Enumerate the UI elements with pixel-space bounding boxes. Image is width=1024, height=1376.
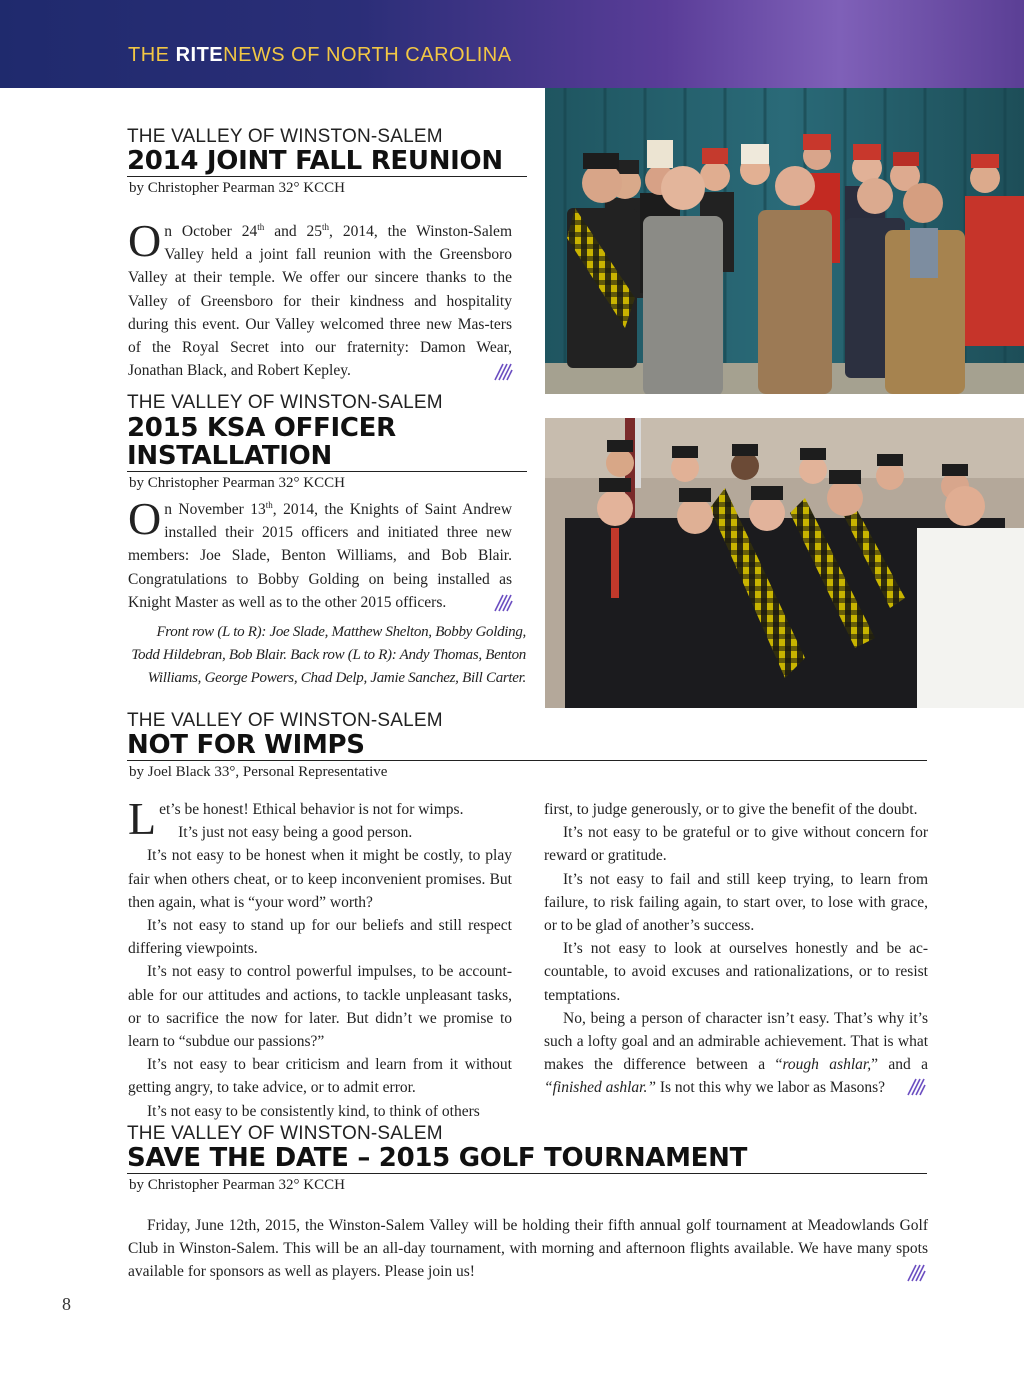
golf-body: Friday, June 12th, 2015, the Winston-Salem Valley will be holding their fifth annual golf tournament at Meadowlands Golf Club in Winston-Salem. This will be an all-day tournament, with morning and afternoon flights available. We have many spots available for sponsors as well as players. Please join us! xyxy=(128,1217,928,1281)
ksa-officers-photo xyxy=(545,418,1024,708)
reunion-kicker: THE VALLEY OF WINSTON-SALEM xyxy=(127,126,443,147)
ksa-photo-caption: Front row (L to R): Joe Slade, Matthew Shelton, Bobby Golding, Todd Hildebran, Bob Blair. Back row (L to R): Andy Thomas, Benton Williams, George Powers, Chad Delp, Jamie Sanchez, Bill Carter. xyxy=(131,624,526,687)
ksa-kicker: THE VALLEY OF WINSTON-SALEM xyxy=(127,392,443,413)
wimps-rule xyxy=(127,760,927,761)
ksa-headline-line1: 2015 KSA OFFICER xyxy=(127,413,396,443)
golf-kicker: THE VALLEY OF WINSTON-SALEM xyxy=(127,1123,443,1144)
end-of-article-icon xyxy=(906,1078,926,1096)
golf-headline: SAVE THE DATE – 2015 GOLF TOURNAMENT xyxy=(127,1143,748,1173)
end-of-article-icon xyxy=(493,594,513,612)
page-number: 8 xyxy=(62,1294,71,1314)
wimps-dropcap: L xyxy=(128,793,157,844)
end-of-article-icon xyxy=(493,363,513,381)
ksa-byline: by Christopher Pearman 32° KCCH xyxy=(129,475,345,491)
ksa-body: On November 13th, 2014, the Knights of Saint Andrew installed their 2015 officers and initiated three new members: Joe Slade, Benton Williams, and Bob Blair. Congratulations to Bobby Golding on being installed as Knight Master as well as to the other 2015 officers. xyxy=(128,493,513,611)
reunion-headline: 2014 JOINT FALL REUNION xyxy=(127,146,503,176)
end-of-article-icon xyxy=(906,1264,926,1282)
golf-byline: by Christopher Pearman 32° KCCH xyxy=(129,1177,345,1193)
wimps-column-2: first, to judge generously, or to give the benefit of the doubt. It’s not easy to be grateful or to give without concern for reward or gratitude. It’s not easy to fail and still keep trying, to learn from failure, to risk failing again, to start over, to lose with grace, or to be glad of another’s success. It’s not easy to look at ourselves honestly and be ac-countable, to avoid excuses and rationalizations, or to resist temptations. No, being a person of character isn’t easy. That’s why it’s such a lofty goal and an admirable achievement. That is what makes the difference between a “rough ashlar,” and a “finished ashlar.” Is not this why we labor as Masons? xyxy=(544,801,929,1097)
wimps-kicker: THE VALLEY OF WINSTON-SALEM xyxy=(127,710,443,731)
reunion-group-photo xyxy=(545,88,1024,394)
reunion-dropcap: O xyxy=(128,215,162,266)
wimps-headline: NOT FOR WIMPS xyxy=(127,730,365,760)
ksa-dropcap: O xyxy=(128,493,162,544)
ksa-rule xyxy=(127,471,527,472)
publication-title: THE RITENEWS OF NORTH CAROLINA xyxy=(128,44,512,66)
wimps-byline: by Joel Black 33°, Personal Representative xyxy=(129,764,388,780)
ksa-headline-line2: INSTALLATION xyxy=(127,441,332,471)
golf-rule xyxy=(127,1173,927,1174)
header-banner xyxy=(0,0,1024,88)
wimps-column-1: Let’s be honest! Ethical behavior is not for wimps. It’s just not easy being a good person. It’s not easy to be honest when it might be costly, to play fair when others cheat, or to keep inconvenient promises. But then again, what is “your word” worth? It’s not easy to stand up for our beliefs and still respect differing viewpoints. It’s not easy to control powerful impulses, to be account-able for our attitudes and actions, to tackle unpleasant tasks, or to sacrifice the now for later. But didn’t we promise to learn to “subdue our passions?” It’s not easy to bear criticism and learn from it without getting angry, to take advice, or to admit error. It’s not easy to be consistently kind, to think of others xyxy=(128,793,512,1120)
reunion-body: On October 24th and 25th, 2014, the Winston-Salem Valley held a joint fall reunion with the Greensboro Valley at their temple. We offer our sincere thanks to the Valley of Greensboro for their kindness and hospitality during this event. Our Valley welcomed three new Mas-ters of the Royal Secret into our fraternity: Damon Wear, Jonathan Black, and Robert Kepley. xyxy=(128,215,512,380)
reunion-rule xyxy=(127,176,527,177)
reunion-byline: by Christopher Pearman 32° KCCH xyxy=(129,180,345,196)
